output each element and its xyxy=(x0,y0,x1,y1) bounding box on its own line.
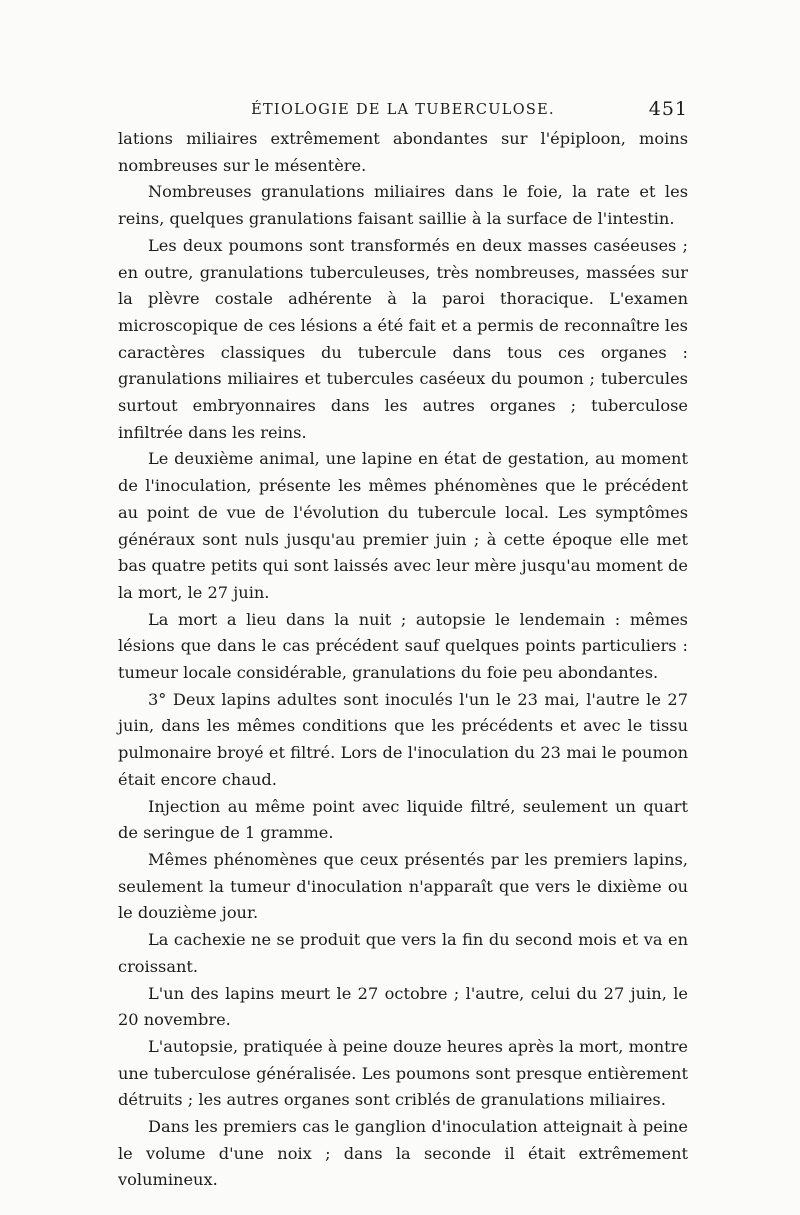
paragraph: La mort a lieu dans la nuit ; autopsie le lendemain : mêmes lésions que dans le cas précédent sauf quelques points particuliers : tumeur locale considérable, granulations du foie peu abondantes. xyxy=(118,609,688,683)
paragraph: 3° Deux lapins adultes sont inoculés l'un le 23 mai, l'autre le 27 juin, dans les mêmes conditions que les précédents et avec le tissu pulmonaire broyé et filtré. Lors de l'inoculation du 23 mai le poumon était encore chaud. xyxy=(118,689,688,789)
paragraph: Les deux poumons sont transformés en deux masses caséeuses ; en outre, granulations tuberculeuses, très nombreuses, massées sur la plèvre costale adhérente à la paroi thoracique. L'examen microscopique de ces lésions a été fait et a permis de reconnaître les caractères classiques du tubercule dans tous ces organes : granulations miliaires et tubercules caséeux du poumon ; tubercules surtout embryonnaires dans les autres organes ; tuberculose infiltrée dans les reins. xyxy=(118,235,688,442)
paragraph: Nombreuses granulations miliaires dans le foie, la rate et les reins, quelques granulations faisant saillie à la surface de l'intestin. xyxy=(118,182,688,229)
paragraph: L'autopsie, pratiquée à peine douze heures après la mort, montre une tuberculose généralisée. Les poumons sont presque entièrement détruits ; les autres organes sont criblés de granulations miliaires. xyxy=(118,1036,688,1110)
paragraph-continued: lations miliaires extrêmement abondantes sur l'épiploon, moins nombreuses sur le mésentère. xyxy=(118,129,688,175)
paragraph: La cachexie ne se produit que vers la fin du second mois et va en croissant. xyxy=(118,930,688,976)
paragraph: Injection au même point avec liquide filtré, seulement un quart de seringue de 1 gramme. xyxy=(118,796,688,843)
running-head xyxy=(118,96,688,126)
book-page xyxy=(118,96,688,1194)
running-title: ÉTIOLOGIE DE LA TUBERCULOSE. xyxy=(251,102,555,118)
paragraph: L'un des lapins meurt le 27 octobre ; l'autre, celui du 27 juin, le 20 novembre. xyxy=(118,983,688,1030)
page-number: 451 xyxy=(648,98,688,120)
paragraph: Dans les premiers cas le ganglion d'inoculation atteignait à peine le volume d'une noix ; dans la seconde il était extrêmement volumineux. xyxy=(118,1117,688,1190)
paragraph: Le deuxième animal, une lapine en état de gestation, au moment de l'inoculation, présente les mêmes phénomènes que le précédent au point de vue de l'évolution du tubercule local. Les symptômes généraux sont nuls jusqu'au premier juin ; à cette époque elle met bas quatre petits qui sont laissés avec leur mère jusqu'au moment de la mort, le 27 juin. xyxy=(118,449,688,602)
paragraph: Mêmes phénomènes que ceux présentés par les premiers lapins, seulement la tumeur d'inoculation n'apparaît que vers le dixième ou le douzième jour. xyxy=(118,849,688,923)
body-text xyxy=(118,126,688,1194)
